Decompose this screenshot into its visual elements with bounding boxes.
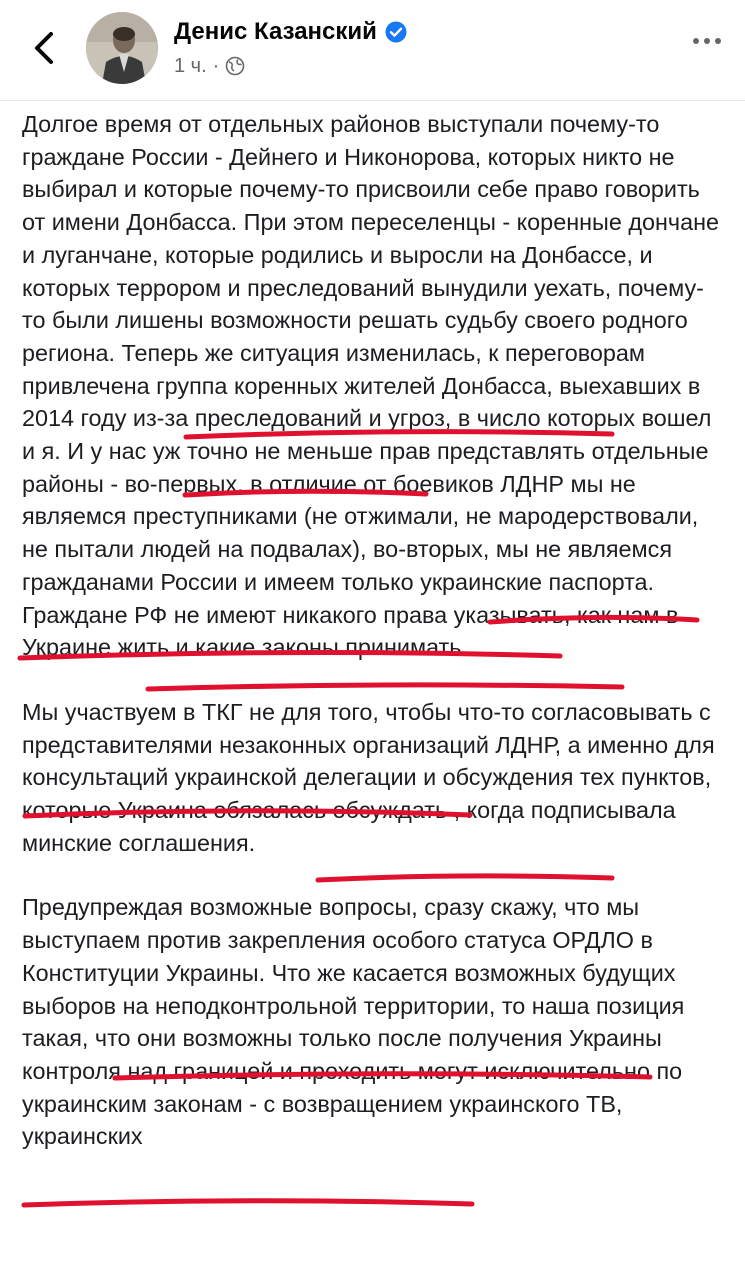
more-options-button[interactable] [693, 38, 721, 44]
post-paragraph: Долгое время от отдельных районов выступали почему-то граждане России - Дейнего и Никонорова, которых никто не выбирал и которые почему-то присвоили себе право говорить от имени Донбасса. При этом переселенцы - коренные дончане и луганчане, которые родились и выросли на Донбассе, и которых террором и преследований вынудили уехать, почему-то были лишены возможности решать судьбу своего родного региона. Теперь же ситуация изменилась, к переговорам привлечена группа коренных жителей Донбасса, выехавших в 2014 году из-за преследований и угроз, в число которых вошел и я. И у нас уж точно не меньше прав представлять отдельные районы - во-первых, в отличие от боевиков ЛДНР мы не являемся преступниками (не отжимали, не мародерствовали, не пытали людей на подвалах), во-вторых, мы не являемся гражданами России и имеем только украинские паспорта. Граждане РФ не имеют никакого права указывать, как нам в Украине жить и какие законы принимать. [22, 111, 726, 661]
avatar[interactable] [86, 12, 158, 84]
verified-badge-icon [385, 21, 407, 43]
post-body [22, 108, 727, 1153]
post-time[interactable]: 1 ч. [174, 54, 207, 77]
post-header [0, 0, 745, 101]
globe-icon [225, 56, 245, 76]
chevron-left-icon [33, 31, 55, 65]
post-paragraph: Предупреждая возможные вопросы, сразу скажу, что мы выступаем против закрепления особого статуса ОРДЛО в Конституции Украины. Что же касается возможных будущих выборов на неподконтрольной территории, то наша позиция такая, что они возможны только после получения Украины контроля над границей и проходить могут исключительно по украинским законам - с возвращением украинского ТВ, украинских [22, 894, 691, 1150]
more-dots-icon [693, 38, 699, 44]
avatar-portrait [86, 12, 158, 84]
author-name[interactable]: Денис Казанский [174, 18, 377, 45]
back-button[interactable] [24, 26, 64, 70]
meta-separator: · [212, 54, 220, 77]
underline-mark [24, 1201, 472, 1205]
post-paragraph: Мы участвуем в ТКГ не для того, чтобы что-то согласовывать с представителями незаконных организаций ЛДНР, а именно для консультаций украинской делегации и обсуждения тех пунктов, которые Украина обязалась обсуждать , когда подписывала минские соглашения. [22, 698, 722, 856]
